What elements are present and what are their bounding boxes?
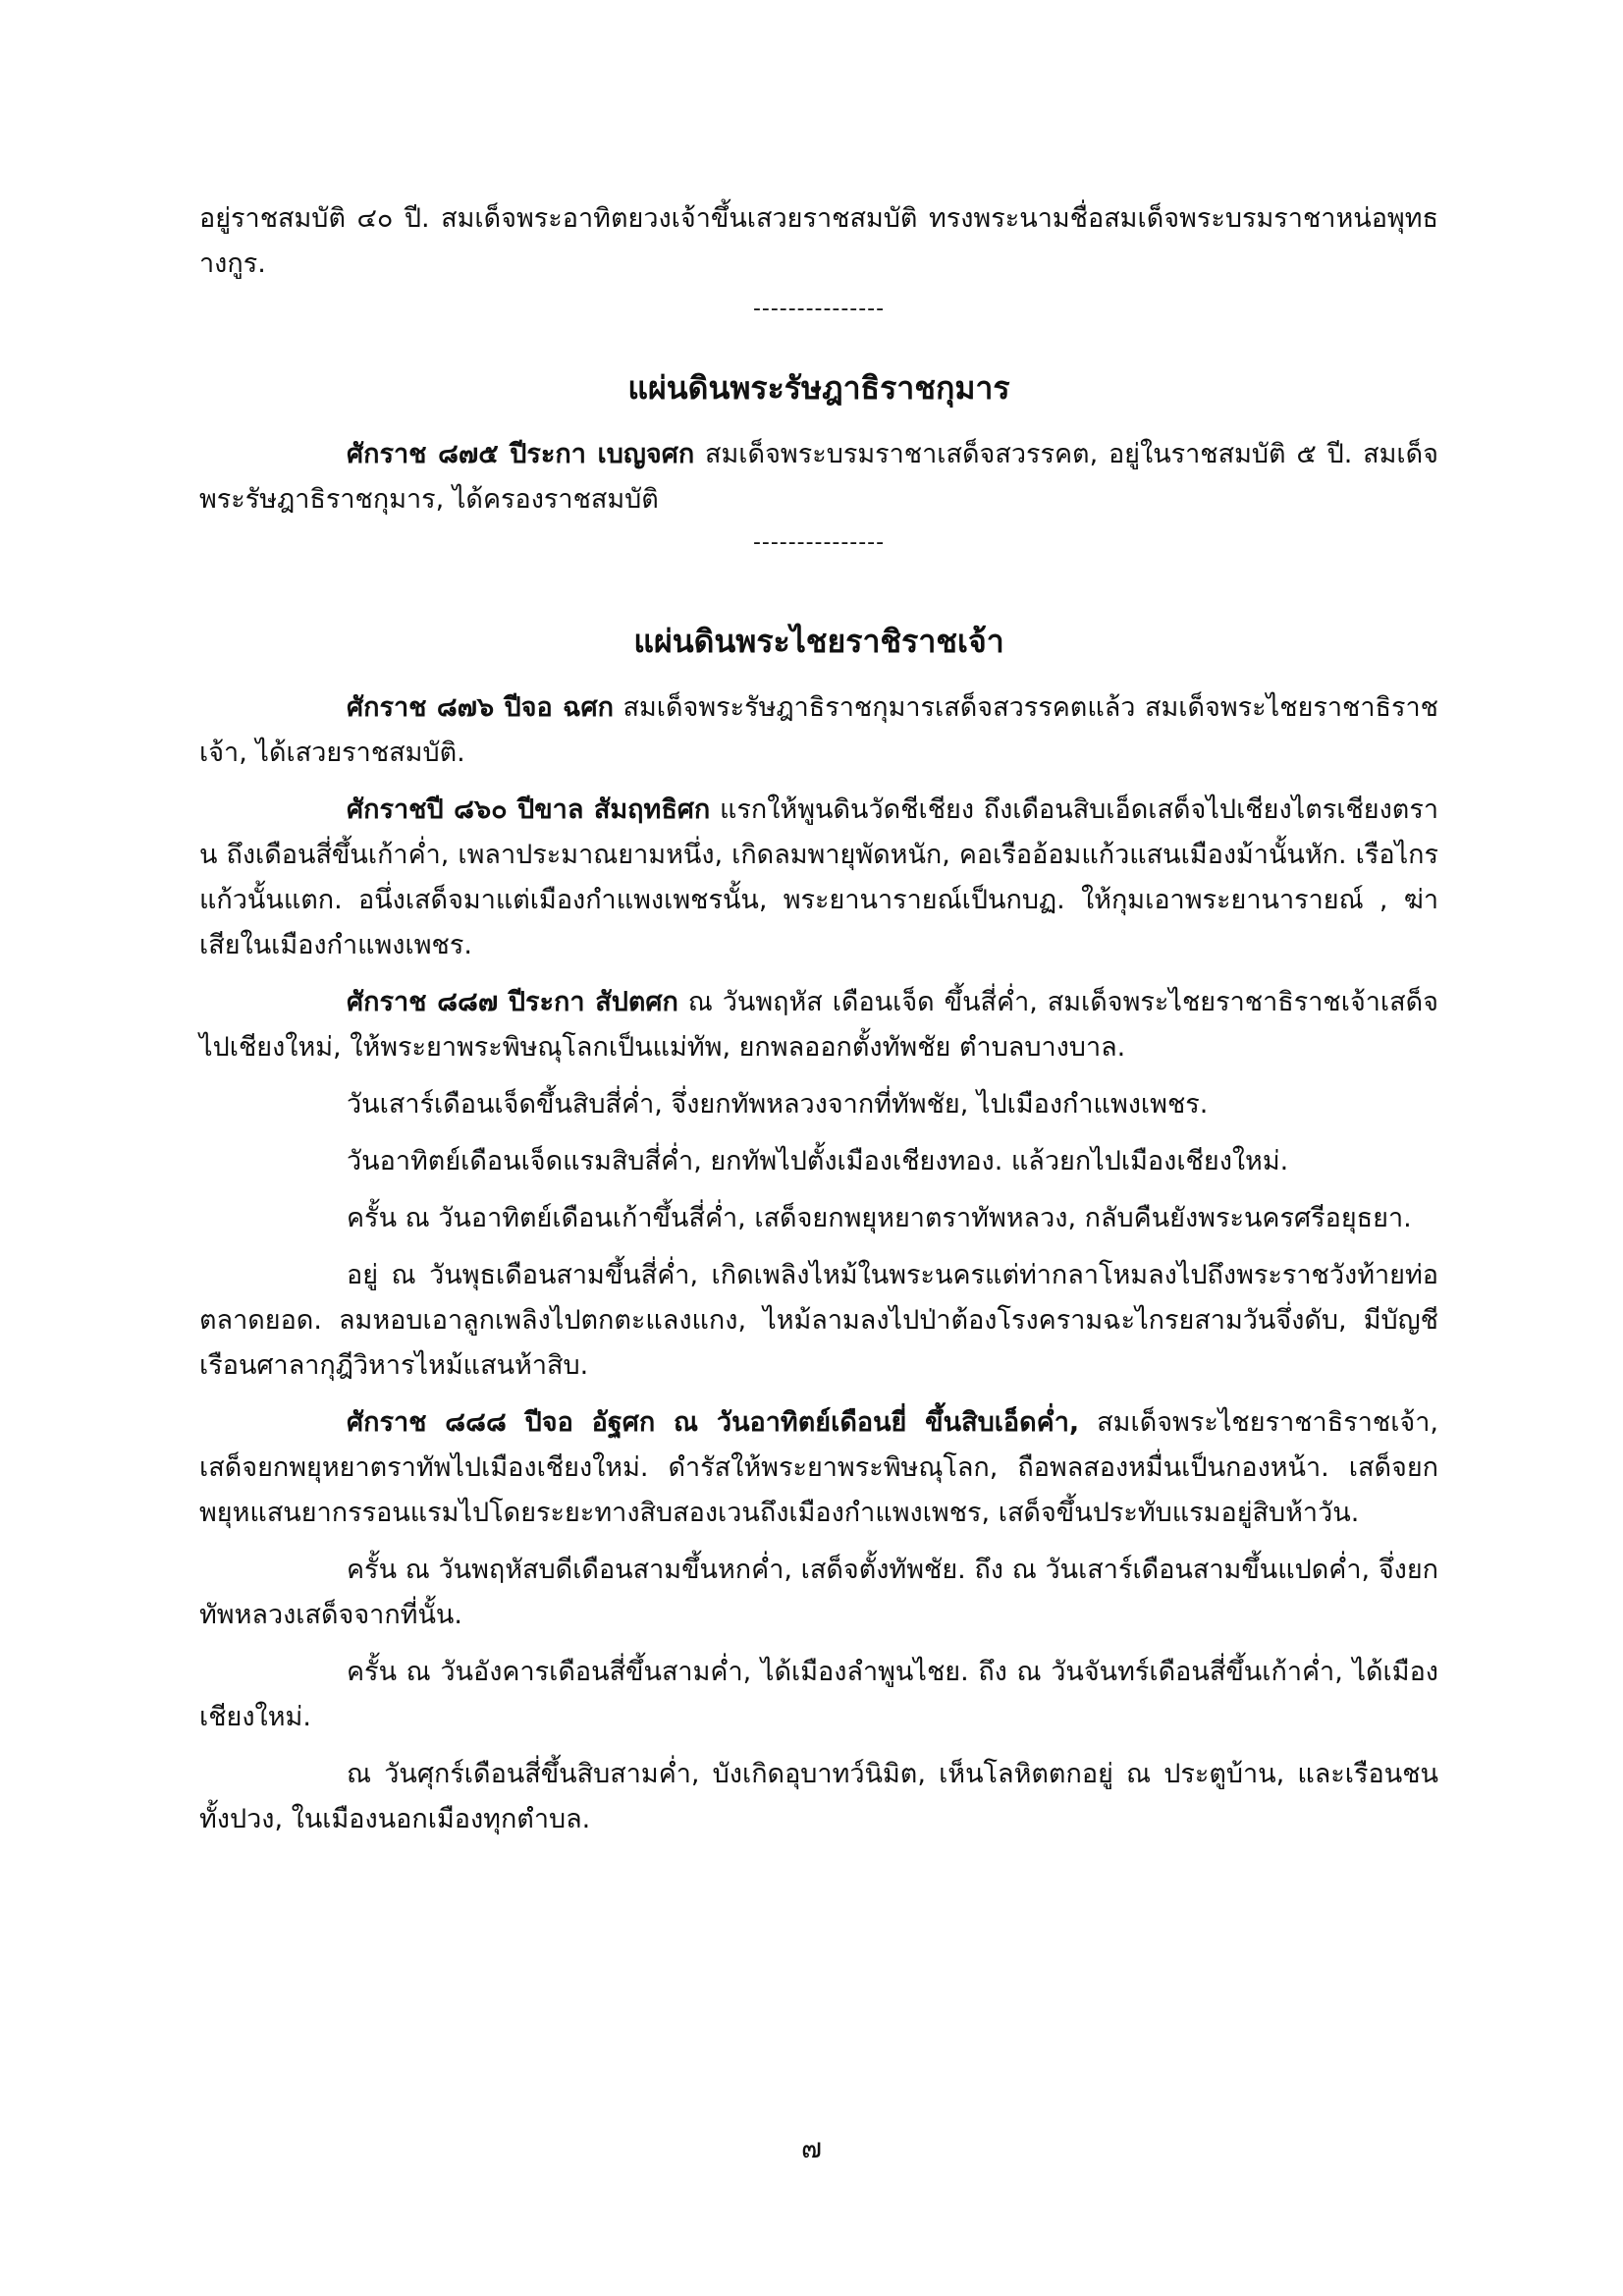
paragraph-lead: ศักราชปี ๘๖๐ ปีขาล สัมฤทธิศก <box>347 794 711 825</box>
paragraph-text: สมเด็จพระไชยราชาธิราชเจ้า, เสด็จยกพยุหยาตราทัพไปเมืองเชียงใหม่. ดำรัสให้พระยาพระพิษณุโลก, ถือพลสองหมื่นเป็นกองหน้า. เสด็จยกพยุหแสนยากรรอนแรมไปโดยระยะทางสิบสองเวนถึงเมืองกำแพงเพชร, เสด็จขึ้นประทับแรมอยู่สิบห้าวัน. <box>199 1407 1438 1528</box>
section-title-ratsada: แผ่นดินพระรัษฎาธิราชกุมาร <box>627 369 1010 407</box>
paragraph-lead: ศักราช ๘๗๕ ปีระกา เบญจศก <box>347 439 695 469</box>
paragraph: อยู่ ณ วันพุธเดือนสามขึ้นสี่ค่ำ, เกิดเพลิงไหม้ในพระนครแต่ท่ากลาโหมลงไปถึงพระราชวังท้ายท่อตลาดยอด. ลมหอบเอาลูกเพลิงไปตกตะแลงแกง, ไหม้ลามลงไปป่าต้องโรงครามฉะไกรยสามวันจึ่งดับ, มีบัญชีเรือนศาลากุฎีวิหารไหม้แสนห้าสิบ. <box>199 1260 1438 1381</box>
paragraph-text: สมเด็จพระรัษฎาธิราชกุมารเสด็จสวรรคตแล้ว สมเด็จพระไชยราชาธิราชเจ้า, ได้เสวยราชสมบัติ. <box>199 692 1439 768</box>
paragraph <box>199 432 1438 522</box>
paragraph: วันอาทิตย์เดือนเจ็ดแรมสิบสี่ค่ำ, ยกทัพไปตั้งเมืองเชียงทอง. แล้วยกไปเมืองเชียงใหม่. <box>347 1146 1289 1176</box>
paragraph <box>199 980 1438 1070</box>
paragraph: ครั้น ณ วันอาทิตย์เดือนเก้าขึ้นสี่ค่ำ, เสด็จยกพยุหยาตราทัพหลวง, กลับคืนยังพระนครศรีอยุธยา. <box>347 1203 1412 1233</box>
paragraph <box>199 788 1438 968</box>
paragraph-lead: ศักราช ๘๗๖ ปีจอ ฉศก <box>347 692 614 723</box>
paragraph: ครั้น ณ วันอังคารเดือนสี่ขึ้นสามค่ำ, ได้เมืองลำพูนไชย. ถึง ณ วันจันทร์เดือนสี่ขึ้นเก้าค่ำ, ได้เมืองเชียงใหม่. <box>199 1657 1438 1732</box>
separator: --------------- <box>752 297 886 321</box>
paragraph: ณ วันศุกร์เดือนสี่ขึ้นสิบสามค่ำ, บังเกิดอุบาทว์นิมิต, เห็นโลหิตตกอยู่ ณ ประตูบ้าน, และเรือนชนทั้งปวง, ในเมืองนอกเมืองทุกตำบล. <box>199 1759 1438 1834</box>
paragraph-text: ณ วันพฤหัส เดือนเจ็ด ขึ้นสี่ค่ำ, สมเด็จพระไชยราชาธิราชเจ้าเสด็จไปเชียงใหม่, ให้พระยาพระพิษณุโลกเป็นแม่ทัพ, ยกพลออกตั้งทัพชัย ตำบลบางบาล. <box>199 987 1438 1063</box>
paragraph: วันเสาร์เดือนเจ็ดขึ้นสิบสี่ค่ำ, จึ่งยกทัพหลวงจากที่ทัพชัย, ไปเมืองกำแพงเพชร. <box>347 1089 1209 1120</box>
opening-paragraph: อยู่ราชสมบัติ ๔๐ ปี. สมเด็จพระอาทิตยวงเจ้าขึ้นเสวยราชสมบัติ ทรงพระนามชื่อสมเด็จพระบรมราชาหน่อพุทธางกูร. <box>199 203 1438 279</box>
paragraph: ครั้น ณ วันพฤหัสบดีเดือนสามขึ้นหกค่ำ, เสด็จตั้งทัพชัย. ถึง ณ วันเสาร์เดือนสามขึ้นแปดค่ำ, จึ่งยกทัพหลวงเสด็จจากที่นั้น. <box>199 1555 1438 1630</box>
paragraph-text: แรกให้พูนดินวัดชีเชียง ถึงเดือนสิบเอ็ดเสด็จไปเชียงไตรเชียงตราน ถึงเดือนสี่ขึ้นเก้าค่ำ, เพลาประมาณยามหนึ่ง, เกิดลมพายุพัดหนัก, คอเรืออ้อมแก้วแสนเมืองม้านั้นหัก. เรือไกรแก้วนั้นแตก. อนึ่งเสด็จมาแต่เมืองกำแพงเพชรนั้น, พระยานารายณ์เป็นกบฏ. ให้กุมเอาพระยานารายณ์ , ฆ่าเสียในเมืองกำแพงเพชร. <box>199 794 1438 960</box>
paragraph <box>199 1400 1438 1536</box>
paragraph-lead: ศักราช ๘๘๗ ปีระกา สัปตศก <box>347 987 678 1017</box>
page-number: ๗ <box>800 2132 823 2164</box>
paragraph-text: สมเด็จพระบรมราชาเสด็จสวรรคต, อยู่ในราชสมบัติ ๕ ปี. สมเด็จพระรัษฎาธิราชกุมาร, ได้ครองราชสมบัติ <box>199 439 1438 515</box>
section-title-chairacha: แผ่นดินพระไชยราชิราชเจ้า <box>633 623 1004 660</box>
document-body <box>199 196 1438 1842</box>
paragraph <box>199 685 1438 776</box>
separator: --------------- <box>752 530 886 555</box>
paragraph-lead: ศักราช ๘๘๘ ปีจอ อัฐศก ณ วันอาทิตย์เดือนยี่ ขึ้นสิบเอ็ดค่ำ, <box>347 1407 1080 1438</box>
